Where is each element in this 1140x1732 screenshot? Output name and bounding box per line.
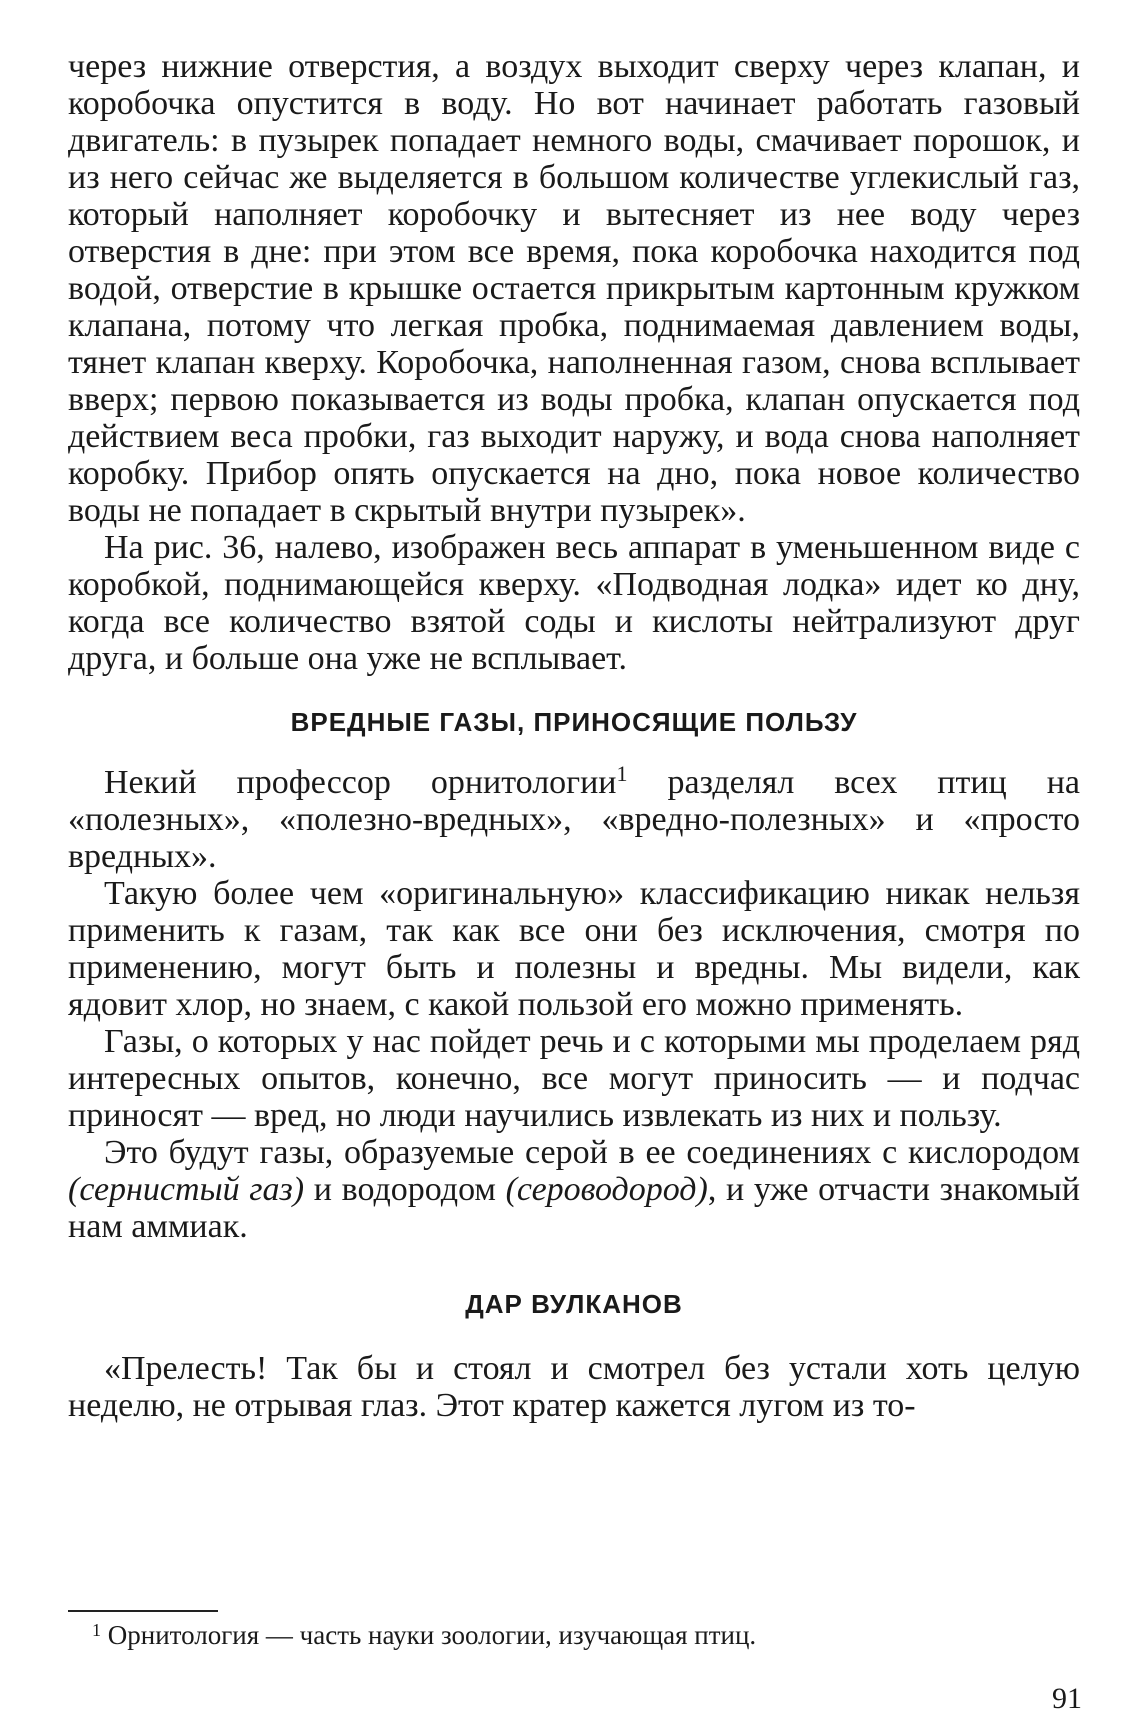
footnote-reference: 1 (616, 761, 628, 786)
section-heading-harmful-gases: ВРЕДНЫЕ ГАЗЫ, ПРИНОСЯЩИЕ ПОЛЬЗУ (290, 707, 858, 737)
paragraph-text: разделял всех птиц на «полезных», «полезно-вредных», «вредно-полезных» и «просто вредных». (68, 764, 1080, 875)
paragraph-text: Некий профессор орнитологии (104, 764, 617, 801)
paragraph-volcano-quote: «Прелесть! Так бы и стоял и смотрел без устали хоть целую неделю, не отрывая глаз. Этот кратер кажется лугом из то- (68, 1350, 1080, 1424)
paragraph-text: Это будут газы, образуемые серой в ее соединениях с кислородом (104, 1134, 1080, 1171)
paragraph-continued: через нижние отверстия, а воздух выходит сверху через клапан, и коробочка опустится в воду. Но вот начинает работать газовый двигатель: в пузырек попадает немного воды, смачивает порошок, и из него сейчас же выделяется в большом количестве углекислый газ, который наполняет коробочку и вытесняет из нее воду через отверстия в дне: при этом все время, пока коробочка находится под водой, отверстие в крышке остается прикрытым картонным кружком клапана, потому что легкая пробка, поднимаемая давлением воды, тянет клапан кверху. Коробочка, наполненная газом, снова всплывает вверх; первою показывается из воды пробка, клапан опускается под действием веса пробки, газ выходит наружу, и вода снова наполняет коробку. Прибор опять опускается на дно, пока новое количество воды не попадает в скрытый внутри пузырек». (68, 48, 1080, 529)
footnote-mark: 1 (92, 1620, 101, 1640)
page-number: 91 (1052, 1682, 1082, 1715)
page-body (68, 48, 1080, 1424)
paragraph-text: и водородом (304, 1171, 506, 1208)
italic-term: (сернистый газ) (68, 1171, 305, 1208)
paragraph-figure-reference: На рис. 36, налево, изображен весь аппарат в уменьшенном виде с коробкой, поднимающейся кверху. «Подводная лодка» идет ко дну, когда все количество взятой соды и кислоты нейтрализуют друг друга, и больше она уже не всплывает. (68, 529, 1080, 677)
paragraph-text: , и уже отчасти знакомый нам аммиак. (68, 1171, 1080, 1245)
footnote-divider (68, 1610, 218, 1612)
paragraph-gases-harm: Газы, о которых у нас пойдет речь и с которыми мы проделаем ряд интересных опытов, конечно, все могут приносить — и подчас приносят — вред, но люди научились извлекать из них и пользу. (68, 1023, 1080, 1134)
paragraph-ornithology (68, 761, 1080, 875)
italic-term: (сероводород) (505, 1171, 708, 1208)
section-heading-volcano-gift: ДАР ВУЛКАНОВ (465, 1289, 683, 1319)
paragraph-classification: Такую более чем «оригинальную» классификацию никак нельзя применить к газам, так как все они без исключения, смотря по применению, могут быть и полезны и вредны. Мы видели, как ядовит хлор, но знаем, с какой пользой его можно применять. (68, 875, 1080, 1023)
footnote (92, 1618, 1072, 1652)
footnote-text: Орнитология — часть науки зоологии, изучающая птиц. (101, 1620, 757, 1650)
paragraph-sulfur-gases (68, 1134, 1080, 1245)
